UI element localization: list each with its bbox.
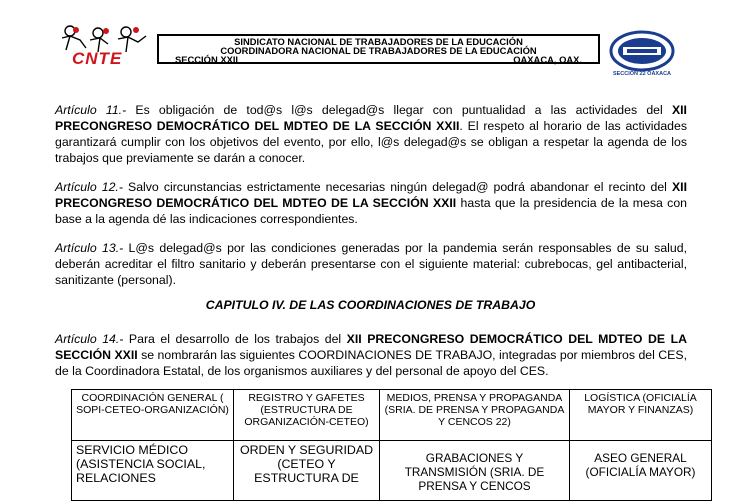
article-14-label: Artículo 14.- [55,332,124,346]
table-cell: LOGÍSTICA (OFICIALÍA MAYOR Y FINANZAS) [570,390,712,441]
article-13 [55,240,687,288]
article-12-text-2: hasta que la presidencia de la mesa con base a la agenda dé las indicaciones correspondientes. [55,196,687,226]
snte-logo-text: SECCIÓN 22 OAXACA [612,71,672,77]
letterhead-box [157,34,600,64]
header-section: SECCIÓN XXII [175,54,239,65]
table-cell: ASEO GENERAL (OFICIALÍA MAYOR) [570,441,712,501]
table-cell: GRABACIONES Y TRANSMISIÓN (SRIA. DE PRENSA Y CENCOS [380,441,570,501]
coordinations-table [71,389,712,501]
article-11-text-2: . El respeto al horario de las actividades garantizará cumplir con los objetivos del evento, por ello, l@s delegad@s se obligan a respetar la agenda de los trabajos que previamente se darán a conocer. [55,119,687,165]
snte-seal-icon [609,30,675,72]
article-11 [55,102,687,166]
article-11-text-1: Es obligación de tod@s l@s delegad@s llegar con puntualidad a las actividades del [126,103,672,117]
table-cell: MEDIOS, PRENSA Y PROPAGANDA (SRIA. DE PRENSA Y PROPAGANDA Y CENCOS 22) [380,390,570,441]
article-12-bold: XII PRECONGRESO DEMOCRÁTICO DEL MDTEO DE LA SECCIÓN XXII [55,180,688,210]
table-cell: SERVICIO MÉDICO (ASISTENCIA SOCIAL, RELACIONES [72,441,234,501]
article-11-bold: XII PRECONGRESO DEMOCRÁTICO DEL MDTEO DE LA SECCIÓN XXII [55,103,687,133]
header-line-3 [159,55,598,64]
article-14-bold: XII PRECONGRESO DEMOCRÁTICO DEL MDTEO DE LA SECCIÓN XXII [55,332,688,362]
article-14-text-1: Para el desarrollo de los trabajos del [123,332,347,346]
cnte-logo [50,24,154,68]
article-13-label: Artículo 13.- [55,241,124,255]
header-line-1: SINDICATO NACIONAL DE TRABAJADORES DE LA EDUCACIÓN [234,36,523,47]
table-row [72,390,712,441]
table-cell: COORDINACIÓN GENERAL ( SOPI-CETEO-ORGANIZACIÓN) [72,390,234,441]
article-12-label: Artículo 12.- [55,180,123,194]
header-place: OAXACA, OAX. [513,54,582,65]
article-14-text-2: se nombrarán las siguientes COORDINACIONES DE TRABAJO, integradas por miembros del CES, de la Coordinadora Estatal, de los organismos auxiliares y del personal de apoyo del CES. [55,348,687,378]
article-12 [55,179,687,227]
article-12-text-1: Salvo circunstancias estrictamente necesarias ningún delegad@ podrá abandonar el recinto del [122,180,672,194]
snte-logo [609,30,689,82]
header-line-2: COORDINADORA NACIONAL DE TRABAJADORES DE LA EDUCACIÓN [220,45,537,56]
cnte-logo-text: CNTE [72,49,123,68]
article-14 [55,331,687,379]
table-row [72,441,712,501]
article-11-label: Artículo 11.- [55,103,127,117]
article-13-text-1: L@s delegad@s por las condiciones generadas por la pandemia serán responsables de su salud, deberán acreditar el filtro sanitario y deberán presentarse con el siguiente material: cubrebocas, gel antibacterial, sanitizante (personal). [55,241,687,287]
chapter-title: CAPITULO IV. DE LAS COORDINACIONES DE TRABAJO [205,298,536,312]
table-cell: ORDEN Y SEGURIDAD (CETEO Y ESTRUCTURA DE [234,441,380,501]
table-cell: REGISTRO Y GAFETES (ESTRUCTURA DE ORGANIZACIÓN-CETEO) [234,390,380,441]
